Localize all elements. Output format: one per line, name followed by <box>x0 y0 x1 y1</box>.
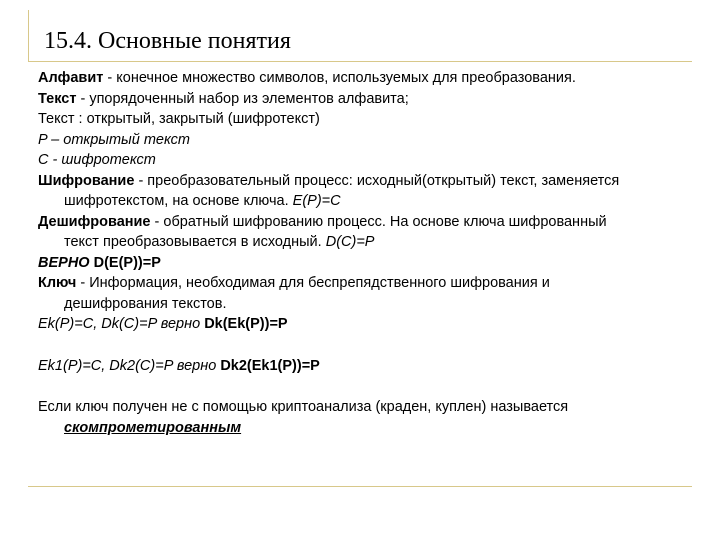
text-types: Текст : открытый, закрытый (шифротекст) <box>38 111 320 127</box>
definition-alphabet: Алфавит - конечное множество символов, используемых для преобразования. <box>38 70 576 86</box>
correctness-statement: ВЕРНО D(E(P))=P <box>38 254 161 271</box>
term-encryption: Шифрование <box>38 172 135 189</box>
term-text: Текст <box>38 90 77 107</box>
term-decryption: Дешифрование <box>38 213 151 230</box>
definition-decryption-cont: текст преобразовывается в исходный. D(C)=P <box>64 234 375 250</box>
definition-key: Ключ - Информация, необходимая для беспрепядственного шифрования и <box>38 275 550 291</box>
key-formula-symmetric: Ek(P)=C, Dk(C)=P верно Dk(Ek(P))=P <box>38 316 288 332</box>
title-underline-rule <box>28 61 692 62</box>
slide-body <box>38 68 698 438</box>
key-formula-asymmetric: Ek1(P)=C, Dk2(C)=P верно Dk2(Ek1(P))=P <box>38 357 320 374</box>
term-key: Ключ <box>38 275 77 291</box>
page-title: 15.4. Основные понятия <box>44 28 291 54</box>
term-alphabet: Алфавит <box>38 70 104 86</box>
definition-key-cont: дешифрования текстов. <box>64 295 227 312</box>
formula-correctness: D(E(P))=P <box>93 254 161 271</box>
definition-text: Текст - упорядоченный набор из элементов алфавита; <box>38 90 409 107</box>
bottom-rule <box>28 486 692 487</box>
ciphertext-notation: C - шифротекст <box>38 152 156 168</box>
definition-decryption: Дешифрование - обратный шифрованию процесс. На основе ключа шифрованный <box>38 213 607 230</box>
formula-encryption: E(P)=C <box>292 193 341 209</box>
definition-encryption-cont: шифротекстом, на основе ключа. E(P)=C <box>64 193 341 209</box>
plaintext-notation: P – открытый текст <box>38 131 190 148</box>
formula-decryption: D(C)=P <box>325 234 375 250</box>
definition-encryption: Шифрование - преобразовательный процесс: исходный(открытый) текст, заменяется <box>38 172 620 189</box>
compromised-key-term: скомпрометированным <box>64 419 242 436</box>
compromised-key-statement: Если ключ получен не с помощью криптоанализа (краден, куплен) называется <box>38 399 569 415</box>
title-vertical-rule <box>28 10 29 62</box>
